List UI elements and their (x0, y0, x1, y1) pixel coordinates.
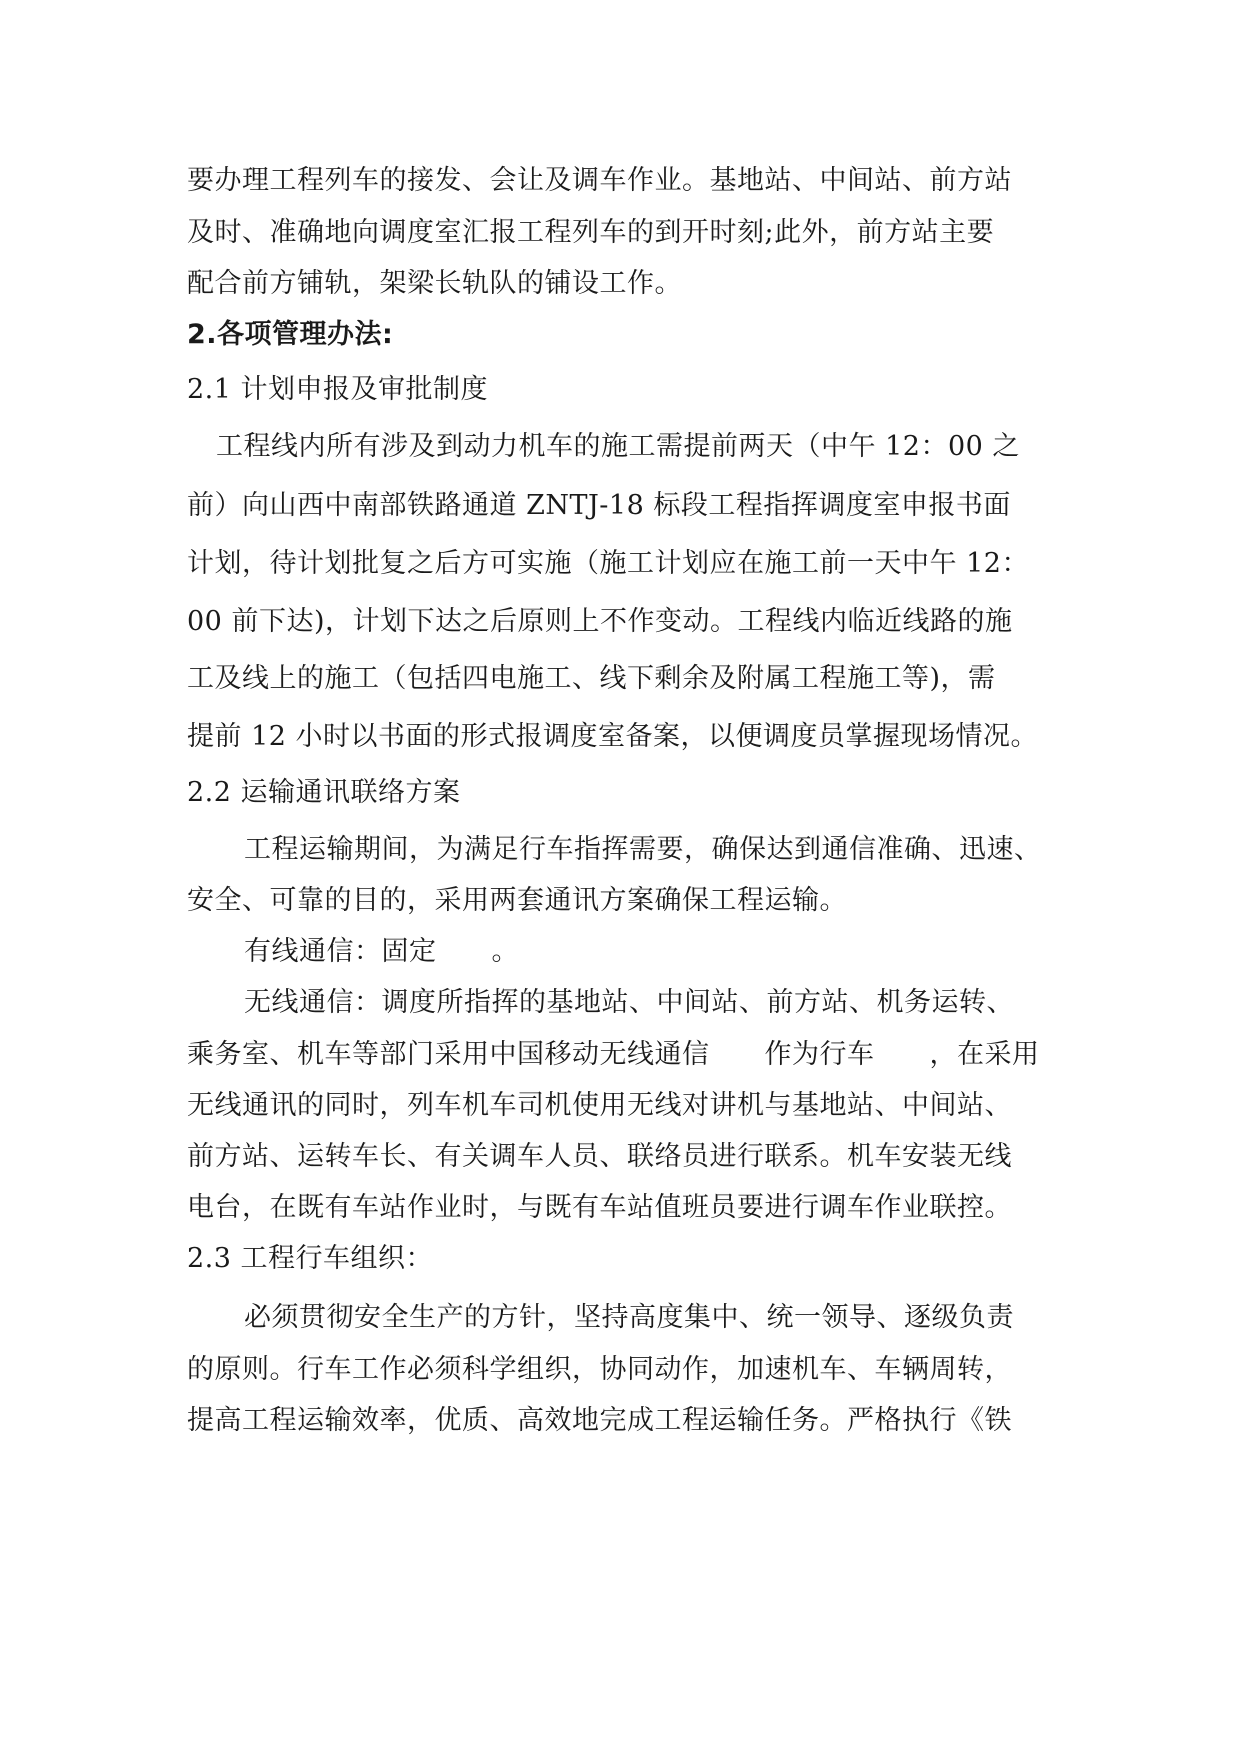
paragraph-line: 必须贯彻安全生产的方针，坚持高度集中、统一领导、逐级负责 (244, 1302, 1014, 1333)
paragraph-line: 无线通信：调度所指挥的基地站、中间站、前方站、机务运转、 (244, 987, 1014, 1018)
paragraph-line: 安全、可靠的目的，采用两套通讯方案确保工程运输。 (187, 885, 847, 916)
paragraph-line: 前方站、运转车长、有关调车人员、联络员进行联系。机车安装无线 (187, 1141, 1012, 1172)
paragraph-line: 工程运输期间，为满足行车指挥需要，确保达到通信准确、迅速、 (244, 834, 1042, 865)
subsection-heading: 2.1 计划申报及审批制度 (187, 374, 489, 405)
paragraph-line: 提高工程运输效率，优质、高效地完成工程运输任务。严格执行《铁 (187, 1405, 1012, 1436)
paragraph-line: 乘务室、机车等部门采用中国移动无线通信 作为行车 ，在采用 (187, 1039, 1040, 1070)
text-line: 及时、准确地向调度室汇报工程列车的到开时刻;此外，前方站主要 (187, 217, 995, 248)
section-heading: 2.各项管理办法: (187, 319, 394, 350)
subsection-heading: 2.2 运输通讯联络方案 (187, 777, 461, 808)
paragraph-line: 前）向山西中南部铁路通道 ZNTJ-18 标段工程指挥调度室申报书面 (187, 490, 1011, 521)
paragraph-line: 计划，待计划批复之后方可实施（施工计划应在施工前一天中午 12： (187, 548, 1029, 579)
text-line: 配合前方铺轨，架梁长轨队的铺设工作。 (187, 268, 682, 299)
paragraph-line: 有线通信：固定 。 (244, 936, 519, 967)
paragraph-line: 工程线内所有涉及到动力机车的施工需提前两天（中午 12：00 之 (216, 431, 1020, 462)
paragraph-line: 的原则。行车工作必须科学组织，协同动作，加速机车、车辆周转， (187, 1354, 1012, 1385)
paragraph-line: 提前 12 小时以书面的形式报调度室备案，以便调度员掌握现场情况。 (187, 721, 1039, 752)
paragraph-line: 无线通讯的同时，列车机车司机使用无线对讲机与基地站、中间站、 (187, 1090, 1012, 1121)
paragraph-line: 电台，在既有车站作业时，与既有车站值班员要进行调车作业联控。 (187, 1192, 1012, 1223)
subsection-heading: 2.3 工程行车组织： (187, 1243, 434, 1274)
paragraph-line: 00 前下达)，计划下达之后原则上不作变动。工程线内临近线路的施 (187, 606, 1013, 637)
paragraph-line: 工及线上的施工（包括四电施工、线下剩余及附属工程施工等)，需 (187, 663, 996, 694)
text-line: 要办理工程列车的接发、会让及调车作业。基地站、中间站、前方站 (187, 165, 1012, 196)
